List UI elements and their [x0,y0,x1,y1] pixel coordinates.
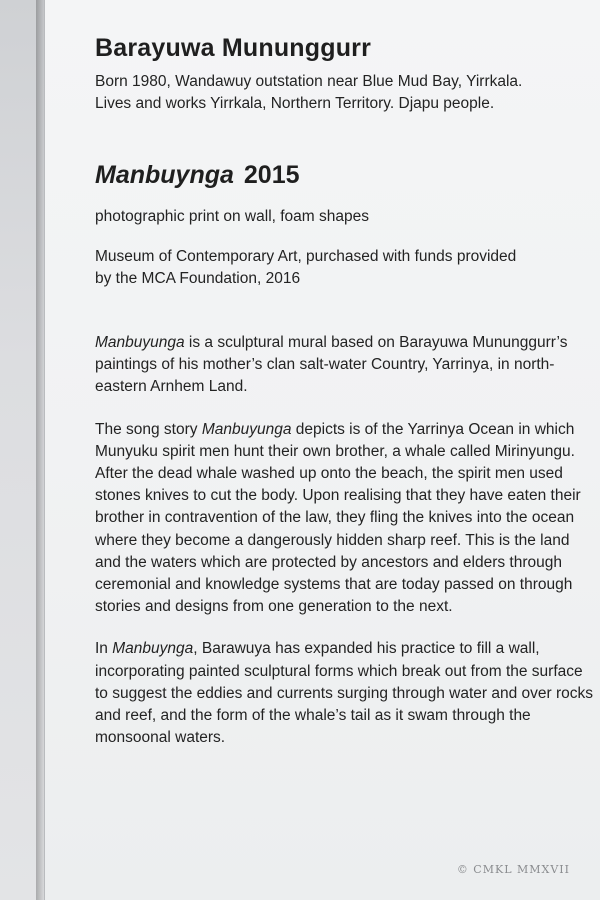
wall-label [44,0,600,900]
description-paragraph-3 [95,638,595,749]
artist-name: Barayuwa Mununggurr [95,34,372,62]
description-paragraph-1 [95,332,595,399]
paragraph-1-text: is a sculptural mural based on Barayuwa Mununggurr’s paintings of his mother’s clan salt-water Country, Yarrinya, in north-eastern Arnhem Land. [95,334,568,396]
work-year: 2015 [243,161,300,189]
paragraph-1-emphasis: Manbuyunga [95,334,185,351]
work-credit [95,246,595,290]
credit-line-1: Museum of Contemporary Art, purchased with funds provided [95,248,517,265]
work-medium: photographic print on wall, foam shapes [95,208,369,225]
description-paragraph-2 [95,419,595,619]
paragraph-3-emphasis: Manbuynga [112,640,194,658]
artist-bio [95,71,595,115]
paragraph-2-emphasis: Manbuyunga [201,420,292,438]
bio-line-1: Born 1980, Wandawuy outstation near Blue Mud Bay, Yirrkala. [95,73,523,90]
work-title-line [95,161,595,190]
bio-line-2: Lives and works Yirrkala, Northern Territory. Djapu people. [95,95,495,112]
credit-line-2: by the MCA Foundation, 2016 [95,270,301,287]
paragraph-2-start: The song story [95,420,202,438]
paragraph-3-text: , Barawuya has expanded his practice to fill a wall, incorporating painted sculptural forms which break out from the surface to suggest the eddies and currents surging through water and over rocks and reef, and the form of the whale’s tail as it swam through the monsoonal waters. [95,640,594,747]
paragraph-3-start: In [95,640,113,658]
copyright-watermark: © CMKL MMXVII [456,863,570,876]
paragraph-2-text: depicts is of the Yarrinya Ocean in which Munyuku spirit men hunt their own brother, a whale called Mirinyungu. After the dead whale washed up onto the beach, the spirit men used stones knives to cut the body. Upon realising that they have eaten their brother in contravention of the law, they fling the knives into the ocean where they become a dangerously hidden sharp reef. This is the land and the waters which are protected by ancestors and elders through ceremonial and knowledge systems that are today passed on through stories and designs from one generation to the next. [95,420,581,616]
work-title: Manbuynga [95,161,234,189]
label-content [95,30,595,749]
